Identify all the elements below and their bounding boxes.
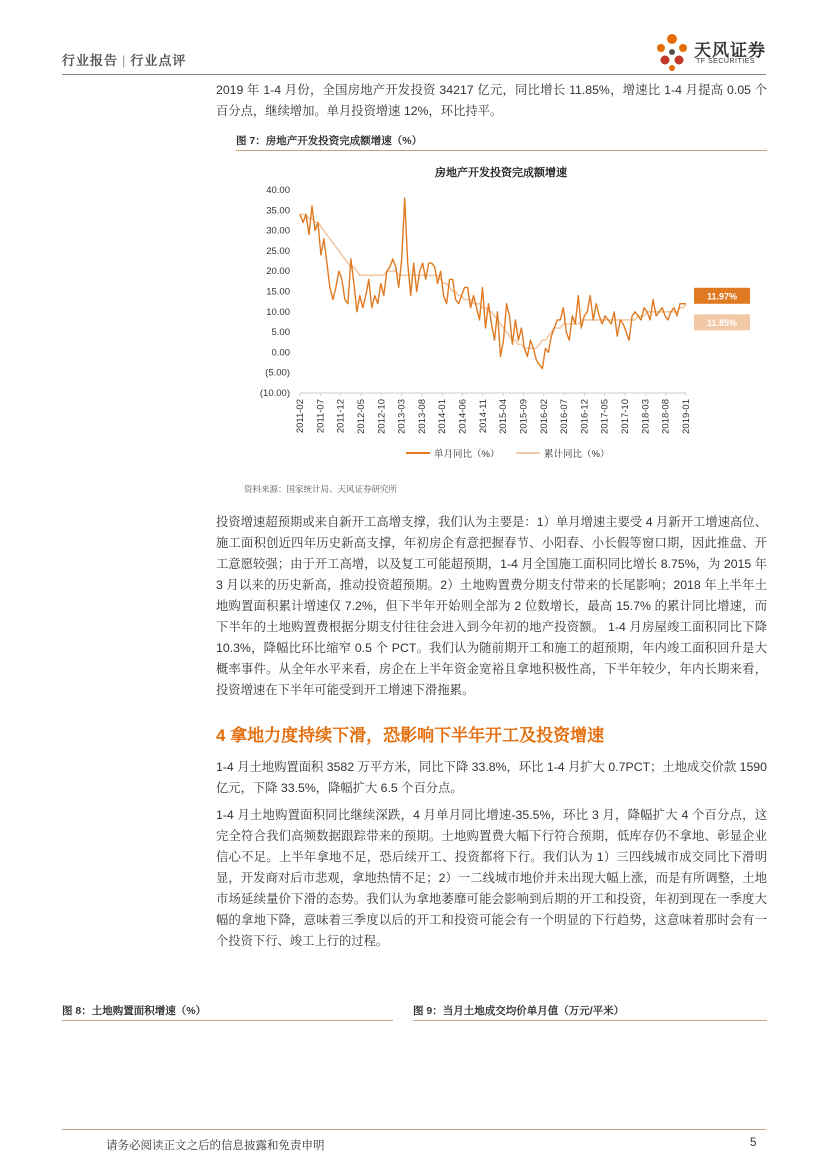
x-tick-label: 2014-06 <box>457 399 469 434</box>
x-tick-label: 2016-02 <box>538 399 550 434</box>
y-tick-label: 5.00 <box>271 327 290 339</box>
end-labels <box>694 288 750 330</box>
figure-7-caption: 图 7：房地产开发投资完成额增速（%） <box>236 135 423 147</box>
page-number: 5 <box>750 1137 757 1149</box>
paragraph-land-summary: 1-4 月土地购置面积 3582 万平方米，同比下降 33.8%，环比 1-4 月扩大 0.7PCT；土地成交价款 1590 亿元，下降 33.5%，降幅扩大 6.5 个百分点。 <box>216 760 767 795</box>
brand-logo-icon <box>650 30 694 74</box>
figure-7-chart <box>236 158 767 478</box>
y-tick-label: 20.00 <box>266 266 290 278</box>
figure-8-caption-bar <box>62 1000 393 1021</box>
x-tick-label: 2018-03 <box>640 399 652 434</box>
x-tick-label: 2016-07 <box>559 399 571 434</box>
chart-title: 房地产开发投资完成额增速 <box>435 167 567 179</box>
y-tick-label: 40.00 <box>266 185 290 196</box>
y-axis <box>260 185 290 399</box>
y-tick-label: (5.00) <box>265 367 290 379</box>
y-tick-label: 10.00 <box>266 306 290 318</box>
chart-legend <box>406 448 609 460</box>
x-tick-label: 2015-04 <box>498 399 510 434</box>
header-separator: | <box>122 53 127 68</box>
figure-7-caption-bar <box>236 130 767 151</box>
x-tick-label: 2011-12 <box>335 399 347 434</box>
figure-8-caption: 图 8：土地购置面积增速（%） <box>62 1005 207 1017</box>
paragraph-investment-summary: 2019 年 1-4 月份，全国房地产开发投资 34217 亿元，同比增长 11.85%，增速比 1-4 月提高 0.05 个百分点，继续增加。单月投资增速 12%，环比持平。 <box>216 83 767 118</box>
brand-logo <box>650 30 770 74</box>
figure-9-caption-bar <box>413 1000 767 1021</box>
report-category <box>62 50 186 69</box>
y-tick-label: 30.00 <box>266 225 290 237</box>
section-4-heading: 4 拿地力度持续下滑，恐影响下半年开工及投资增速 <box>216 726 605 745</box>
x-tick-label: 2018-08 <box>660 399 672 434</box>
y-tick-label: (10.00) <box>259 388 290 399</box>
x-axis <box>295 393 692 434</box>
chart-svg <box>236 158 767 478</box>
footer-disclaimer: 请务必阅读正文之后的信息披露和免责申明 <box>106 1140 325 1152</box>
paragraph-investment-analysis: 投资增速超预期或来自新开工高增支撑，我们认为主要是：1）单月增速主要受 4 月新开工增速高位、施工面积创近四年历史新高支撑，年初房企有意把握春节、小阳春、小长假等窗口期，因此推盘、开工意愿较强；由于开工高增，以及复工可能超预期，1-4 月全国施工面积同比增长 8.75%，为 2015 年 3 月以来的历史新高，推动投资超预期。2）土地购置费分期支付带来的长尾影响；2018 年上半年土地购置面积累计增速仅 7.2%，但下半年开始则全部为 2 位数增长，最高 15.7% 的累计同比增速，而下半年的土地购置费根据分期支付往往会进入到今年初的地产投资额。 1-4 月房屋竣工面积同比下降 10.3%，降幅比环比缩窄 0.5 个 PCT。我们认为随前期开工和施工的超预期，年内竣工面积回升是大概率事件。从全年水平来看，房企在上半年资金宽裕且拿地积极性高，下半年较少，年内长期来看，投资增速在下半年可能受到开工增速下滑拖累。 <box>216 515 767 697</box>
brand-name-cn: 天风证券 <box>694 41 766 60</box>
figure-9-caption: 图 9：当月土地成交均价单月值（万元/平米） <box>413 1005 625 1017</box>
x-tick-label: 2019-01 <box>681 399 692 434</box>
series-layer <box>300 198 686 369</box>
y-tick-label: 0.00 <box>271 347 290 359</box>
report-subcategory-label: 行业点评 <box>130 53 187 68</box>
y-tick-label: 25.00 <box>266 245 290 257</box>
x-tick-label: 2014-01 <box>437 399 449 434</box>
brand-name-en: TF SECURITIES <box>696 58 756 65</box>
x-tick-label: 2013-03 <box>396 399 408 434</box>
end-value-label: 11.85% <box>706 317 738 328</box>
x-tick-label: 2011-07 <box>315 399 327 434</box>
x-tick-label: 2014-11 <box>477 399 489 434</box>
series-line-monthly <box>300 198 686 369</box>
x-tick-label: 2017-10 <box>620 399 632 434</box>
x-tick-label: 2016-12 <box>579 399 591 434</box>
footer-rule <box>62 1129 766 1130</box>
x-tick-label: 2015-09 <box>518 399 530 434</box>
header-rule <box>62 74 766 75</box>
report-category-label: 行业报告 <box>62 53 119 68</box>
paragraph-land-analysis: 1-4 月土地购置面积同比继续深跌，4 月单月同比增速-35.5%，环比 3 月，降幅扩大 4 个百分点，这完全符合我们高频数据跟踪带来的预期。土地购置费大幅下行符合预期，低库存仍不拿地、彰显企业信心不足。上半年拿地不足，恐后续开工、投资都将下行。我们认为 1）三四线城市成交同比下滑明显，开发商对后市悲观，拿地热情不足；2）一二线城市地价并未出现大幅上涨，而是有所调整，土地市场延续量价下滑的态势。我们认为拿地萎靡可能会影响到后期的开工和投资，年初到现在一季度大幅的拿地下降，意味着三季度以后的开工和投资可能会有一个明显的下行趋势，这意味着那时会有一个投资下行、竣工上行的过程。 <box>216 808 767 948</box>
x-tick-label: 2011-02 <box>295 399 306 434</box>
y-tick-label: 15.00 <box>266 286 290 298</box>
x-tick-label: 2012-05 <box>355 399 367 434</box>
y-tick-label: 35.00 <box>266 205 290 217</box>
end-value-label: 11.97% <box>706 291 738 302</box>
legend-label: 累计同比（%） <box>544 449 610 460</box>
x-tick-label: 2012-10 <box>376 399 388 434</box>
legend-label: 单月同比（%） <box>434 449 500 460</box>
x-tick-label: 2017-05 <box>599 399 611 434</box>
x-tick-label: 2013-08 <box>416 399 428 434</box>
figure-7-source: 资料来源：国家统计局、天风证券研究所 <box>244 484 398 494</box>
series-line-cumulative <box>300 214 686 348</box>
